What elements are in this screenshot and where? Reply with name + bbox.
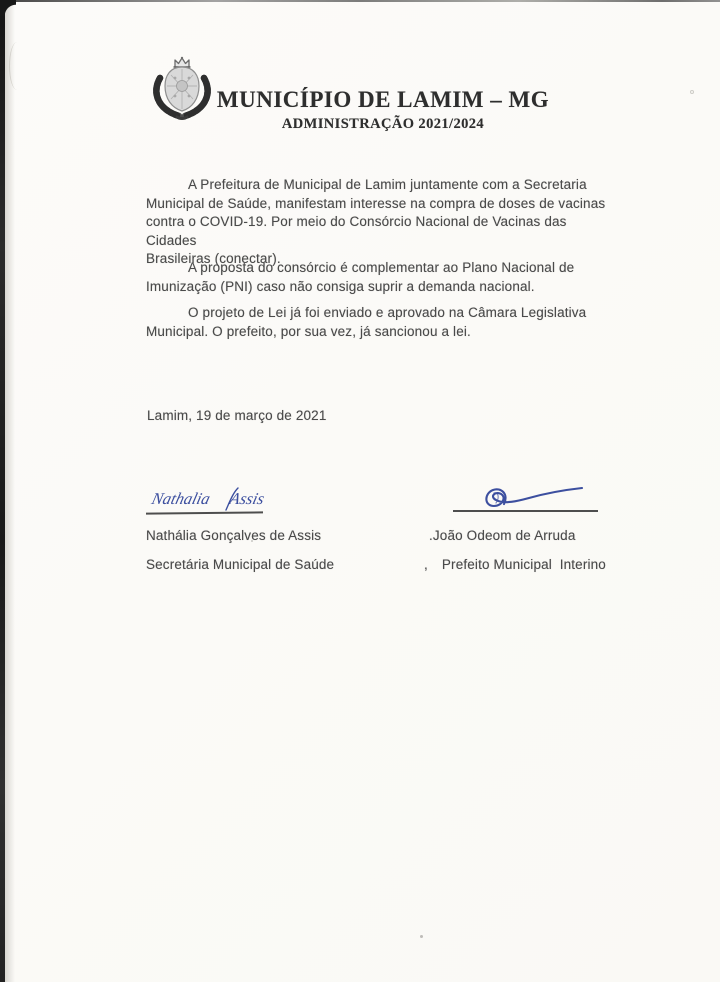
date-line: Lamim, 19 de março de 2021 bbox=[147, 408, 327, 423]
paragraph-line: Municipal. O prefeito, por sua vez, já sancionou a lei. bbox=[146, 323, 471, 339]
paragraph-line: Imunização (PNI) caso não consiga suprir a demanda nacional. bbox=[146, 278, 535, 294]
paragraph-1 bbox=[146, 176, 616, 269]
signature-line-right bbox=[453, 510, 598, 512]
stray-dot-mark: . bbox=[429, 528, 433, 543]
scan-top-edge-artifact bbox=[0, 0, 720, 2]
paper-crease-mark bbox=[9, 42, 25, 90]
scan-speck bbox=[690, 90, 694, 94]
signatory-role-right bbox=[424, 556, 606, 575]
signature-handwriting-right bbox=[466, 483, 586, 518]
signatory-name-right-text: João Odeom de Arruda bbox=[432, 528, 576, 543]
document-subtitle: ADMINISTRAÇÃO 2021/2024 bbox=[281, 116, 485, 132]
paragraph-3 bbox=[146, 304, 616, 341]
signature-text-last: Assis bbox=[227, 489, 267, 508]
paragraph-line: O projeto de Lei já foi enviado e aprovado na Câmara Legislativa bbox=[188, 305, 587, 320]
signature-handwriting-left bbox=[144, 483, 279, 520]
letterhead bbox=[181, 87, 585, 133]
paragraph-line: Municipal de Saúde, manifestam interesse na compra de doses de vacinas bbox=[146, 195, 606, 211]
stray-comma-mark: , bbox=[424, 557, 428, 572]
paragraph-line: A Prefeitura de Municipal de Lamim juntamente com a Secretaria bbox=[188, 177, 587, 192]
signatory-role-left: Secretária Municipal de Saúde bbox=[146, 557, 335, 572]
signature-text-first: Nathalia bbox=[149, 489, 213, 508]
signatory-name-left: Nathália Gonçalves de Assis bbox=[146, 528, 322, 543]
scan-speck bbox=[420, 935, 423, 938]
paragraph-2 bbox=[146, 259, 616, 296]
scan-corner-artifact bbox=[0, 0, 16, 16]
scan-left-shadow bbox=[5, 0, 15, 982]
signatory-role-right-text: Prefeito Municipal Interino bbox=[441, 557, 606, 572]
document-title: MUNICÍPIO DE LAMIM – MG bbox=[216, 87, 550, 112]
signatory-name-right bbox=[429, 527, 576, 546]
paragraph-line: Brasileiras (conectar). bbox=[146, 251, 281, 267]
paragraph-line: contra o COVID-19. Por meio do Consórcio Nacional de Vacinas das Cidades bbox=[146, 214, 567, 248]
paragraph-line: A proposta do consórcio é complementar ao Plano Nacional de bbox=[188, 260, 575, 275]
